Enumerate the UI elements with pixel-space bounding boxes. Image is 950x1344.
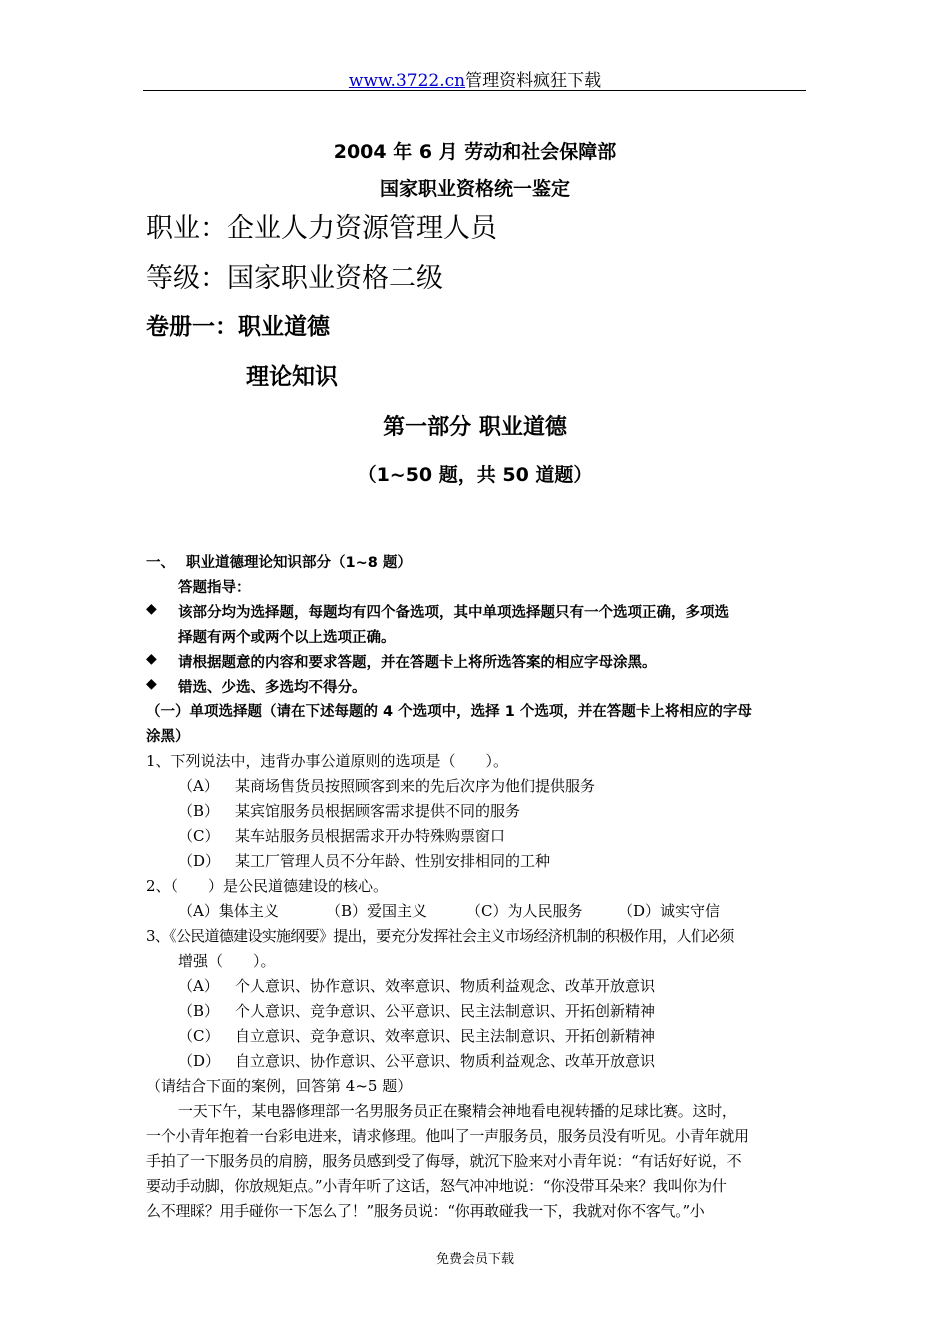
- case-paragraph-line: 要动手动脚，你放规矩点。”小青年听了这话，怒气冲冲地说：“你没带耳朵来？我叫你为什: [146, 1177, 727, 1195]
- section-title: 职业道德理论知识部分（1~8 题）: [186, 555, 412, 571]
- bullet-icon: ◆: [146, 601, 157, 617]
- q3-option-a: 个人意识、协作意识、效率意识、物质利益观念、改革开放意识: [235, 977, 656, 995]
- q1-option-a-label: （A）: [178, 777, 219, 795]
- q3-option-c-label: （C）: [178, 1027, 220, 1045]
- q2-option-b: （B）爱国主义: [326, 902, 428, 920]
- q3-option-c: 自立意识、竞争意识、效率意识、民主法制意识、开拓创新精神: [235, 1027, 656, 1045]
- q2-option-d: （D）诚实守信: [618, 902, 721, 920]
- question-2-stem: 2、（ ）是公民道德建设的核心。: [146, 877, 389, 895]
- section-number: 一、: [146, 555, 175, 571]
- volume-subtitle: 理论知识: [246, 364, 338, 390]
- title-line-2: 国家职业资格统一鉴定: [379, 178, 570, 200]
- q1-option-c-label: （C）: [178, 827, 220, 845]
- single-choice-heading-cont: 涂黑）: [146, 729, 190, 745]
- question-3-stem: 3、《公民道德建设实施纲要》提出，要充分发挥社会主义市场经济机制的积极作用，人们必须: [146, 927, 734, 945]
- q3-option-b: 个人意识、竞争意识、公平意识、民主法制意识、开拓创新精神: [235, 1002, 656, 1020]
- guide-label: 答题指导：: [178, 580, 251, 596]
- question-3-stem-cont: 增强（ ）。: [178, 952, 276, 970]
- guide-bullet-1-cont: 择题有两个或两个以上选项正确。: [178, 630, 396, 646]
- question-1-stem: 1、下列说法中，违背办事公道原则的选项是（ ）。: [146, 752, 509, 770]
- guide-bullet-3: 错选、少选、多选均不得分。: [178, 680, 367, 696]
- case-paragraph-line: 一天下午，某电器修理部一名男服务员正在聚精会神地看电视转播的足球比赛。这时，: [178, 1102, 737, 1120]
- q1-option-a: 某商场售货员按照顾客到来的先后次序为他们提供服务: [235, 777, 596, 795]
- q3-option-d-label: （D）: [178, 1052, 221, 1070]
- header-divider: [143, 90, 806, 91]
- bullet-icon: ◆: [146, 651, 157, 667]
- bullet-icon: ◆: [146, 676, 157, 692]
- q1-option-b-label: （B）: [178, 802, 220, 820]
- title-line-1: 2004 年 6 月 劳动和社会保障部: [333, 141, 617, 163]
- part-title: 第一部分 职业道德: [383, 415, 567, 440]
- q3-option-d: 自立意识、协作意识、公平意识、物质利益观念、改革开放意识: [235, 1052, 656, 1070]
- page-footer: 免费会员下载: [435, 1252, 514, 1267]
- case-paragraph-line: 手拍了一下服务员的肩膀，服务员感到受了侮辱，就沉下脸来对小青年说：“有话好好说，不: [146, 1152, 742, 1170]
- part-range: （1~50 题，共 50 道题）: [357, 464, 593, 486]
- header-link[interactable]: www.3722.cn: [348, 71, 466, 91]
- case-paragraph-line: 么不理睬？用手碰你一下怎么了！”服务员说：“你再敢碰我一下，我就对你不客气。”小: [146, 1202, 705, 1220]
- q2-option-c: （C）为人民服务: [466, 902, 583, 920]
- volume-title: 卷册一：职业道德: [146, 314, 330, 340]
- single-choice-heading: （一）单项选择题（请在下述每题的 4 个选项中，选择 1 个选项，并在答题卡上将相应的字母: [146, 704, 752, 720]
- level-title: 等级：国家职业资格二级: [146, 263, 443, 294]
- case-paragraph-line: 一个小青年抱着一台彩电进来，请求修理。他叫了一声服务员，服务员没有听见。小青年就用: [146, 1127, 749, 1145]
- q3-option-a-label: （A）: [178, 977, 219, 995]
- q3-option-b-label: （B）: [178, 1002, 220, 1020]
- q2-option-a: （A）集体主义: [178, 902, 279, 920]
- q1-option-c: 某车站服务员根据需求开办特殊购票窗口: [235, 827, 506, 845]
- page-header: [0, 66, 950, 91]
- q1-option-b: 某宾馆服务员根据顾客需求提供不同的服务: [235, 802, 521, 820]
- guide-bullet-1: 该部分均为选择题，每题均有四个备选项，其中单项选择题只有一个选项正确，多项选: [178, 605, 729, 621]
- header-text: 管理资料疯狂下载: [465, 71, 602, 91]
- q1-option-d-label: （D）: [178, 852, 221, 870]
- case-intro: （请结合下面的案例，回答第 4~5 题）: [146, 1077, 413, 1095]
- q1-option-d: 某工厂管理人员不分年龄、性别安排相同的工种: [235, 852, 551, 870]
- guide-bullet-2: 请根据题意的内容和要求答题，并在答题卡上将所选答案的相应字母涂黑。: [178, 655, 657, 671]
- occupation-title: 职业：企业人力资源管理人员: [146, 213, 497, 244]
